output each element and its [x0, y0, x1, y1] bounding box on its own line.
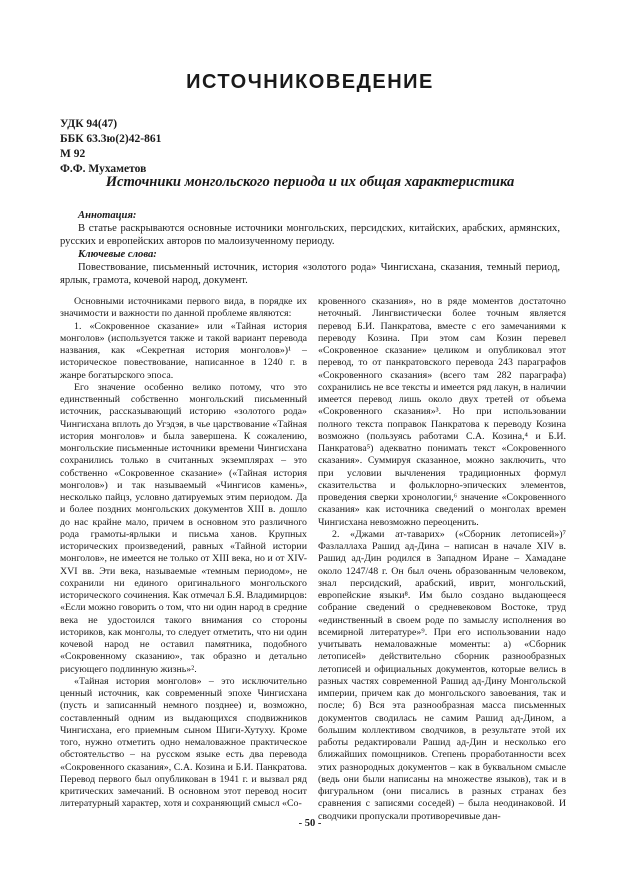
body-column-right [318, 296, 566, 823]
annotation-text: В статье раскрываются основные источники монгольских, персидских, китайских, арабских, армянских, русских и европейских авторов по малоизученному периоду. [60, 223, 560, 247]
paragraph: 2. «Джами ат-таварих» («Сборник летописей»)⁷ Фазлаллаха Рашид ад-Дина – написан в начале XIV в. Рашид ад-Дин родился в Западном Иране – Хамадане около 1247/48 г. Он был очень образованным человеком, знал персидский, арабский, иврит, монгольский, европейские языки⁸. Им было создано выдающееся собрание сведений о средневековом Востоке, труд «единственный в своем роде по замыслу исполнения во всемирной литературе»⁹. При его использовании надо учитывать немаловажные моменты: а) «Сборник летописей» действительно сборник разнообразных летописей и официальных документов, которые велись в разных частях современной Рашид ад-Дину Монгольской империи, причем как до монгольского завоевания, так и после; б) Вся эта разнообразная масса письменных документов сводилась не самим Рашид ад-Дином, а большим коллективом сводчиков, в результате этой их работы редактировали Рашид ад-Дин и несколько его ближайших помощников. Степень проработанности всех этих разнородных документов – как в буквальном смысле (ведь они были написаны на множестве языков), так и в фигуральном (они писались в разных странах без сравнения с записями соседей) – была неодинаковой. И сводчики пропускали противоречивые дан- [318, 528, 566, 822]
keywords-label: Ключевые слова: [78, 249, 157, 260]
page-number: - 50 - [298, 818, 322, 829]
udk-code: УДК 94(47) [60, 118, 118, 130]
section-heading: ИСТОЧНИКОВЕДЕНИЕ [186, 71, 434, 93]
author-index: М 92 [60, 148, 86, 160]
paragraph: «Тайная история монголов» – это исключительно ценный источник, как современный эпохе Чингисхана (пусть и записанный немного позднее) и, возможно, составленный одним из выдающихся сподвижников Чингисхана, его приемным сыном Шиги-Хутуху. Кроме того, нужно отметить одно немаловажное практическое обстоятельство – на русском языке есть два перевода «Сокровенного сказания», С.А. Козина и Б.И. Панкратова. Перевод первого был опубликован в 1941 г. и вызвал ряд критических замечаний. В основном этот перевод носит литературный характер, хотя и сохраняющий смысл «Со- [60, 675, 307, 810]
abstract-block [60, 209, 560, 287]
paragraph: Его значение особенно велико потому, что это единственный собственно монгольский письменный источник, рассказывающий историю «золотого рода» Чингисхана вплоть до Угэдэя, в чье царствование «Тайная история монголов» и была завершена. К сожалению, монгольские письменные источники времени Чингисхана сохранились только в считанных экземплярах – это собственно «Сокровенное сказание» («Тайная история монголов») и так называемый «Чингисов камень», несколько пайцз, условно датируемых этим периодом. Да и более поздних монгольских документов XIII в. дошло до нас крайне мало, причем в основном это различного рода грамоты-ярлыки и письма ханов. Крупных исторических произведений, равных «Тайной истории монголов», не имеется не только от XIII века, но и от XIV-XVI вв. Эти века, называемые «темным периодом», не сохранили ни единого оригинального монгольского исторического сочинения. Как отмечал Б.Я. Владимирцов: «Если можно говорить о том, что ни один народ в средние века не удостоился такого внимания со стороны историков, как монголы, то следует отметить, что ни один кочевой народ не оставил памятника, подобного «Сокровенному сказанию», так образно и детально рисующего подлинную жизнь»². [60, 381, 307, 675]
paragraph: 1. «Сокровенное сказание» или «Тайная история монголов» (используется также и такой вариант перевода названия, как «Секретная история монголов»)¹ – историческое повествование, написанное в 1240 г. в жанре богатырского эпоса. [60, 320, 307, 381]
bbk-code: ББК 63.3ю(2)42-861 [60, 133, 162, 145]
article-title: Источники монгольского периода и их общая характеристика [105, 174, 515, 190]
body-column-left [60, 296, 307, 811]
paragraph: Основными источниками первого вида, в порядке их значимости и важности по данной проблеме являются: [60, 296, 307, 320]
author-name: Ф.Ф. Мухаметов [60, 163, 147, 175]
paragraph: кровенного сказания», но в ряде моментов достаточно неточный. Лингвистически более точным является перевод Б.И. Панкратова, вместе с его замечаниями к переводу Козина. При этом сам Козин перевел «Сокровенное сказание» целиком и опубликовал этот перевод, то от панкратовского перевода 243 параграфов «Сокровенного сказания» (всего там 282 параграфа) сохранились не все тексты и имеется ряд лакун, в наличии имеется перевод лишь около двух третей от объема «Сокровенного сказания»³. Но при использовании полного текста поправок Панкратова к переводу Козина возможно (пользуясь работами С.А. Козина,⁴ и Б.И. Панкратова⁵) адекватно понимать текст «Сокровенного сказания». Суммируя сказанное, можно заключить, что при условии вычленения традиционных формул сказительства и фольклорно-эпических элементов, проведения сверки хронологии,⁶ значение «Сокровенного сказания» как источника сведений о монголах времен Чингисхана невозможно переоценить. [318, 296, 566, 528]
annotation-label: Аннотация: [78, 210, 137, 221]
keywords-text: Повествование, письменный источник, история «золотого рода» Чингисхана, сказания, темный период, ярлык, грамота, кочевой народ, документ. [60, 262, 560, 286]
bibliographic-meta [60, 117, 161, 177]
